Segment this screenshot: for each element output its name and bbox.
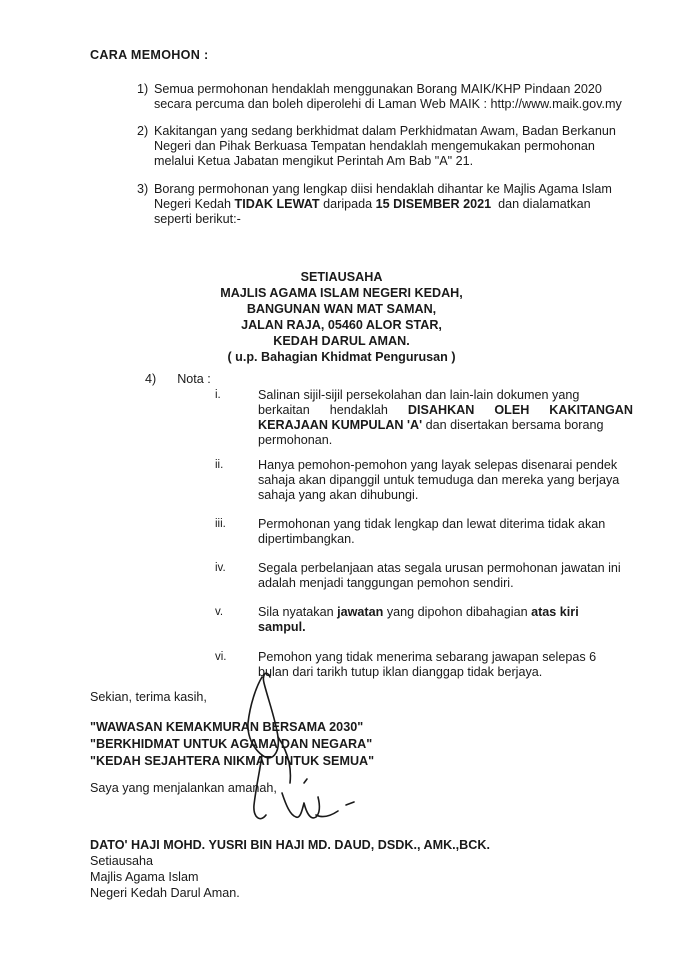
text: yang dipohon dibahagian	[386, 605, 528, 619]
note-roman: v.	[215, 606, 224, 618]
address-line: SETIAUSAHA	[300, 270, 383, 284]
step-line: Kakitangan yang sedang berkhidmat dalam Perkhidmatan Awam, Badan Berkanun	[154, 124, 616, 138]
step-number: 3)	[137, 182, 149, 196]
address-line: BANGUNAN WAN MAT SAMAN,	[246, 302, 437, 316]
note-line: Salinan sijil-sijil persekolahan dan lain-lain dokumen yang	[258, 388, 580, 402]
emphasis-text: KERAJAAN KUMPULAN 'A'	[258, 418, 423, 432]
signatory-org: Negeri Kedah Darul Aman.	[90, 886, 240, 900]
motto-line: "WAWASAN KEMAKMURAN BERSAMA 2030"	[90, 720, 364, 734]
note-line	[258, 418, 633, 433]
emphasis-text: atas kiri	[531, 605, 579, 619]
handwritten-signature	[220, 665, 370, 865]
note-line: sahaja akan dipanggil untuk temuduga dan mereka yang berjaya	[258, 473, 620, 487]
notes-label	[145, 372, 211, 387]
sincerely-text: Saya yang menjalankan amanah,	[90, 781, 277, 795]
emphasis-text: jawatan	[337, 605, 384, 619]
text: daripada	[323, 197, 373, 211]
signatory-title: Setiausaha	[90, 854, 154, 868]
note-roman: iv.	[215, 562, 226, 574]
emphasis-text: sampul.	[258, 620, 306, 634]
emphasis-text: DISAHKAN OLEH KAKITANGAN	[407, 403, 634, 417]
section-heading: CARA MEMOHON :	[90, 48, 209, 62]
deadline-date: 15 DISEMBER 2021	[375, 197, 492, 211]
note-line: sahaja yang akan dihubungi.	[258, 488, 419, 502]
text: Sila nyatakan	[258, 605, 334, 619]
note-line: bulan dari tarikh tutup iklan dianggap tidak berjaya.	[258, 665, 543, 679]
address-line: JALAN RAJA, 05460 ALOR STAR,	[241, 318, 442, 332]
step-line: Semua permohonan hendaklah menggunakan Borang MAIK/KHP Pindaan 2020	[154, 82, 602, 96]
note-roman: ii.	[215, 459, 224, 471]
address-line: MAJLIS AGAMA ISLAM NEGERI KEDAH,	[220, 286, 463, 300]
signatory-org: Majlis Agama Islam	[90, 870, 199, 884]
step-number: 2)	[137, 124, 149, 138]
text: Negeri Kedah	[154, 197, 232, 211]
step-line: seperti berikut:-	[154, 212, 241, 226]
note-line	[258, 620, 633, 635]
step-line: Negeri dan Pihak Berkuasa Tempatan hendaklah mengemukakan permohonan	[154, 139, 595, 153]
text: berkaitan hendaklah	[258, 403, 388, 417]
step-line-deadline	[154, 197, 641, 212]
note-line: Permohonan yang tidak lengkap dan lewat diterima tidak akan	[258, 517, 606, 531]
step-number: 1)	[137, 82, 149, 96]
step-line: melalui Ketua Jabatan mengikut Perintah Am Bab "A" 21.	[154, 154, 474, 168]
note-line: dipertimbangkan.	[258, 532, 355, 546]
address-line: ( u.p. Bahagian Khidmat Pengurusan )	[227, 350, 456, 364]
note-line: permohonan.	[258, 433, 333, 447]
address-line: KEDAH DARUL AMAN.	[273, 334, 410, 348]
notes-number: 4)	[145, 372, 157, 386]
note-roman: i.	[215, 389, 221, 401]
note-line: Segala perbelanjaan atas segala urusan permohonan jawatan ini	[258, 561, 621, 575]
signatory-details	[90, 853, 240, 901]
notes-title: Nota :	[177, 372, 211, 386]
signatory-name: DATO' HAJI MOHD. YUSRI BIN HAJI MD. DAUD, DSDK., AMK.,BCK.	[90, 838, 490, 852]
note-line: Hanya pemohon-pemohon yang layak selepas disenarai pendek	[258, 458, 618, 472]
text: dan dialamatkan	[498, 197, 591, 211]
motto-line: "BERKHIDMAT UNTUK AGAMA DAN NEGARA"	[90, 737, 373, 751]
emphasis-text: TIDAK LEWAT	[234, 197, 320, 211]
motto-line: "KEDAH SEJAHTERA NIKMAT UNTUK SEMUA"	[90, 754, 375, 768]
closing-text: Sekian, terima kasih,	[90, 690, 207, 704]
note-roman: iii.	[215, 518, 226, 530]
note-line	[258, 403, 633, 418]
step-line: secara percuma dan boleh diperolehi di Laman Web MAIK : http://www.maik.gov.my	[154, 97, 622, 111]
note-roman: vi.	[215, 651, 227, 663]
note-line: adalah menjadi tanggungan pemohon sendiri.	[258, 576, 514, 590]
note-line	[258, 605, 633, 620]
text: dan disertakan bersama borang	[425, 418, 604, 432]
step-line: Borang permohonan yang lengkap diisi hendaklah dihantar ke Majlis Agama Islam	[154, 182, 612, 196]
note-line: Pemohon yang tidak menerima sebarang jawapan selepas 6	[258, 650, 597, 664]
